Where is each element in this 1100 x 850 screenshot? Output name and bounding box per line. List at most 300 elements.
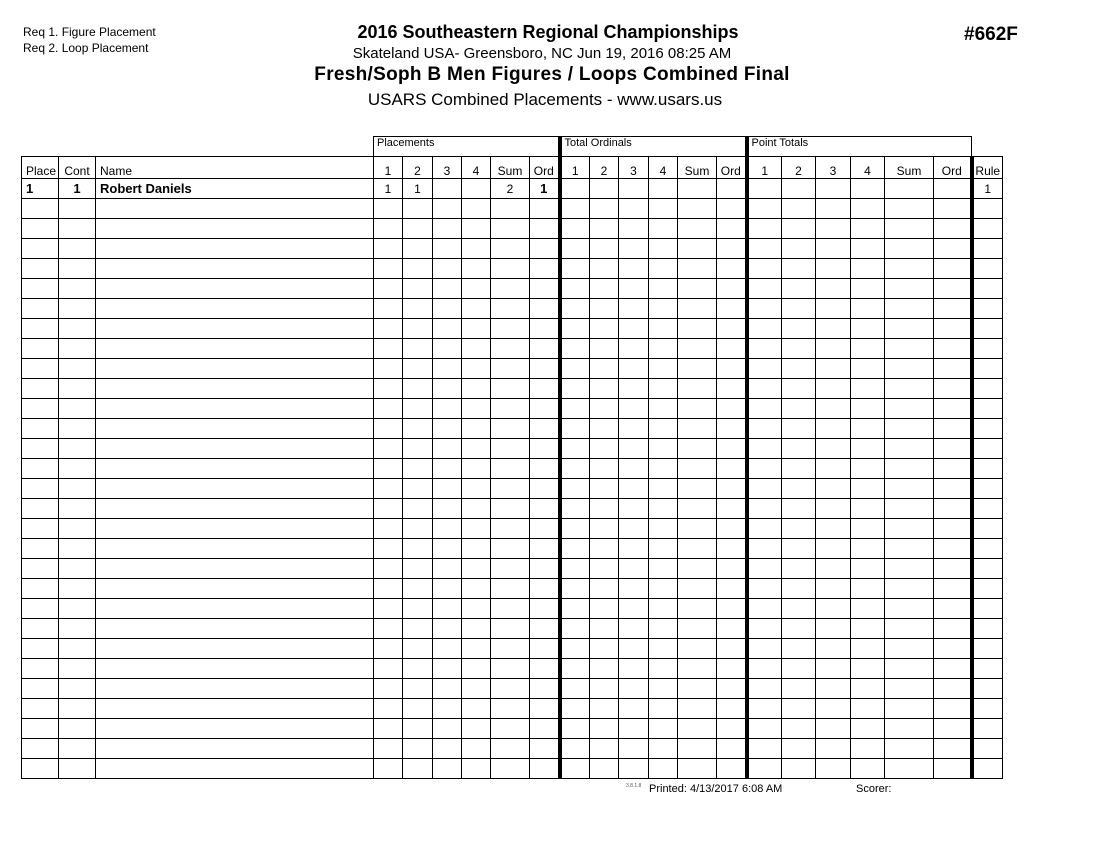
table-cell [747,339,782,359]
table-cell [96,659,374,679]
table-cell [972,519,1003,539]
table-cell: 1 [530,179,560,199]
table-cell [885,299,934,319]
table-cell [649,299,678,319]
table-cell [851,279,885,299]
table-cell [22,259,59,279]
table-cell [96,379,374,399]
table-cell [972,479,1003,499]
table-cell [491,719,530,739]
column-header: Ord [934,157,972,179]
table-row [22,239,1003,259]
table-cell [782,619,816,639]
table-cell [403,519,433,539]
table-cell [972,599,1003,619]
table-cell [934,299,972,319]
table-cell [747,479,782,499]
table-cell [59,639,96,659]
table-cell [851,179,885,199]
table-cell [717,719,747,739]
table-cell [649,519,678,539]
table-cell [717,179,747,199]
table-cell [851,559,885,579]
table-cell [374,739,403,759]
table-cell [491,599,530,619]
table-cell [649,199,678,219]
table-cell [885,539,934,559]
table-row [22,699,1003,719]
table-cell [972,639,1003,659]
table-cell [433,579,462,599]
table-cell [619,639,649,659]
table-cell [530,399,560,419]
table-cell [433,219,462,239]
table-cell [851,419,885,439]
venue-date: Skateland USA- Greensboro, NC Jun 19, 2016 08:25 AM [352,45,732,62]
table-cell [530,679,560,699]
table-cell [747,719,782,739]
table-cell [433,279,462,299]
table-cell [374,619,403,639]
table-cell [851,259,885,279]
table-cell [59,419,96,439]
table-cell [560,679,590,699]
table-cell [491,199,530,219]
table-cell [462,719,491,739]
table-cell [96,259,374,279]
table-cell [96,419,374,439]
table-cell [782,359,816,379]
table-cell [782,239,816,259]
table-cell [782,499,816,519]
table-cell: 1 [972,179,1003,199]
table-cell [782,639,816,659]
column-header: Sum [885,157,934,179]
table-cell [530,599,560,619]
table-cell [934,679,972,699]
table-cell [59,699,96,719]
table-cell [590,639,619,659]
table-cell [619,499,649,519]
table-cell [747,199,782,219]
table-cell [717,299,747,319]
table-cell [619,479,649,499]
table-row [22,559,1003,579]
table-cell [491,359,530,379]
table-cell [530,539,560,559]
table-cell [491,319,530,339]
table-cell [851,199,885,219]
table-cell [590,379,619,399]
table-cell [717,759,747,779]
column-header: 2 [403,157,433,179]
table-cell [22,559,59,579]
table-cell [972,699,1003,719]
table-cell [649,379,678,399]
table-cell [747,359,782,379]
table-cell [816,679,851,699]
table-cell [491,639,530,659]
table-cell [22,379,59,399]
table-cell [491,499,530,519]
table-cell [678,439,717,459]
table-cell [560,259,590,279]
table-cell [374,339,403,359]
table-cell [96,719,374,739]
table-row [22,339,1003,359]
table-row [22,619,1003,639]
table-cell [678,299,717,319]
table-cell [462,519,491,539]
table-cell [717,559,747,579]
table-cell [96,579,374,599]
table-cell [374,539,403,559]
table-cell [972,719,1003,739]
table-cell [96,399,374,419]
table-cell [934,259,972,279]
table-cell [851,639,885,659]
table-cell [972,539,1003,559]
table-cell [590,299,619,319]
table-cell [678,339,717,359]
table-cell [462,559,491,579]
table-cell [782,739,816,759]
table-cell [59,719,96,739]
table-cell [433,759,462,779]
table-cell [403,559,433,579]
table-cell [717,259,747,279]
column-header: 4 [851,157,885,179]
table-cell [717,339,747,359]
table-cell [433,659,462,679]
column-header: Sum [491,157,530,179]
table-row [22,599,1003,619]
table-cell [782,219,816,239]
table-cell [816,559,851,579]
table-cell [59,539,96,559]
table-cell [747,439,782,459]
table-cell [717,459,747,479]
table-cell [717,379,747,399]
table-cell [590,219,619,239]
table-cell [433,319,462,339]
table-cell [491,679,530,699]
table-cell [374,259,403,279]
table-row [22,279,1003,299]
table-cell [934,419,972,439]
table-cell [972,679,1003,699]
table-cell [560,519,590,539]
table-cell [885,279,934,299]
table-cell [433,299,462,319]
table-cell [462,759,491,779]
table-cell [747,639,782,659]
table-cell [782,539,816,559]
table-cell [96,739,374,759]
table-cell [816,599,851,619]
table-cell [590,199,619,219]
table-cell [590,699,619,719]
table-cell [619,239,649,259]
table-cell [491,439,530,459]
table-cell [934,219,972,239]
table-cell [972,559,1003,579]
table-cell [59,359,96,379]
event-number: #662F [964,24,1018,45]
table-cell [491,539,530,559]
table-cell [649,239,678,259]
table-cell [619,579,649,599]
column-header: 1 [747,157,782,179]
table-cell [403,419,433,439]
table-cell [59,739,96,759]
table-cell [649,359,678,379]
table-cell [433,419,462,439]
table-cell [96,619,374,639]
table-cell [885,519,934,539]
table-cell [462,339,491,359]
printed-timestamp: Printed: 4/13/2017 6:08 AM [649,783,783,795]
table-cell [851,539,885,559]
table-cell [747,399,782,419]
table-row [22,639,1003,659]
table-cell [747,239,782,259]
table-cell [560,599,590,619]
column-header: 3 [619,157,649,179]
table-cell [403,619,433,639]
table-cell [590,679,619,699]
table-cell [972,259,1003,279]
table-cell [851,659,885,679]
table-cell [96,699,374,719]
table-cell: 1 [22,179,59,199]
table-cell [717,399,747,419]
table-cell [462,659,491,679]
table-cell [934,639,972,659]
table-cell [649,619,678,639]
table-cell [96,459,374,479]
table-cell [96,639,374,659]
table-cell [678,639,717,659]
column-header: 2 [782,157,816,179]
table-cell [590,359,619,379]
table-cell [560,479,590,499]
table-cell [22,339,59,359]
table-cell [59,299,96,319]
table-cell [374,659,403,679]
table-cell [374,359,403,379]
table-row [22,199,1003,219]
table-cell [560,399,590,419]
table-cell [717,199,747,219]
table-cell [619,699,649,719]
table-cell [374,759,403,779]
table-cell [934,179,972,199]
table-cell [59,679,96,699]
table-cell [851,219,885,239]
table-cell [678,719,717,739]
table-cell [22,219,59,239]
table-cell [972,219,1003,239]
column-header: 1 [560,157,590,179]
table-cell [885,419,934,439]
table-cell [530,579,560,599]
table-cell [462,399,491,419]
table-cell [619,679,649,699]
table-cell [816,319,851,339]
table-cell [22,599,59,619]
table-cell [934,339,972,359]
table-cell [96,439,374,459]
table-cell [403,659,433,679]
table-cell: 1 [374,179,403,199]
table-cell [934,279,972,299]
table-cell [619,659,649,679]
table-cell [816,239,851,259]
table-cell [590,619,619,639]
table-cell [678,619,717,639]
table-cell [649,439,678,459]
table-cell [530,459,560,479]
table-cell [433,679,462,699]
table-cell [717,739,747,759]
table-cell [934,559,972,579]
table-cell [491,399,530,419]
table-cell [972,439,1003,459]
table-cell [433,599,462,619]
table-cell [590,319,619,339]
table-cell [96,679,374,699]
point-totals-group-label: Point Totals [747,137,972,157]
table-cell: 2 [491,179,530,199]
table-cell [619,459,649,479]
table-cell [816,259,851,279]
table-cell [717,319,747,339]
table-cell [96,479,374,499]
table-cell [22,739,59,759]
table-cell [619,539,649,559]
table-cell [972,659,1003,679]
table-cell [649,459,678,479]
table-row [22,179,1003,199]
table-cell [59,399,96,419]
requirement-2: Req 2. Loop Placement [23,41,149,55]
table-cell [403,439,433,459]
table-row [22,739,1003,759]
table-cell [782,279,816,299]
table-cell [403,339,433,359]
table-cell [22,319,59,339]
table-cell [403,359,433,379]
table-cell [816,419,851,439]
table-cell [934,599,972,619]
table-cell [747,599,782,619]
table-cell [619,599,649,619]
table-cell [717,579,747,599]
table-cell [560,379,590,399]
table-cell [590,579,619,599]
table-cell [491,479,530,499]
table-cell [885,599,934,619]
table-cell [972,759,1003,779]
table-cell [782,599,816,619]
table-cell [22,479,59,499]
column-header: Rule [972,157,1003,179]
table-cell [619,279,649,299]
table-cell [96,599,374,619]
table-cell [22,399,59,419]
table-cell [972,199,1003,219]
column-header: 3 [816,157,851,179]
table-cell [747,179,782,199]
table-cell [530,519,560,539]
table-cell [972,419,1003,439]
table-cell [972,399,1003,419]
table-cell [678,279,717,299]
table-row [22,579,1003,599]
table-cell [816,519,851,539]
table-cell [530,439,560,459]
table-cell [403,319,433,339]
table-cell [816,739,851,759]
table-cell [972,359,1003,379]
table-cell [462,359,491,379]
table-cell [462,479,491,499]
table-cell [462,459,491,479]
table-cell [530,199,560,219]
table-cell [491,559,530,579]
table-cell [678,579,717,599]
table-cell [717,539,747,559]
table-cell [816,359,851,379]
table-cell [59,339,96,359]
table-row [22,479,1003,499]
table-cell [747,739,782,759]
table-cell [403,639,433,659]
table-cell [972,279,1003,299]
table-cell [678,599,717,619]
table-cell [590,559,619,579]
table-cell [560,619,590,639]
table-cell [782,319,816,339]
table-cell [885,239,934,259]
table-row [22,679,1003,699]
table-cell [22,679,59,699]
table-cell [717,499,747,519]
table-cell [782,699,816,719]
table-cell [530,559,560,579]
table-cell [885,619,934,639]
table-cell [619,719,649,739]
table-cell [462,279,491,299]
table-cell [530,419,560,439]
table-cell [649,739,678,759]
table-cell [462,579,491,599]
table-cell [560,199,590,219]
table-cell [972,579,1003,599]
table-cell [403,599,433,619]
table-row [22,459,1003,479]
table-cell [678,319,717,339]
table-cell [851,379,885,399]
table-cell [433,719,462,739]
column-header: Sum [678,157,717,179]
table-cell [619,359,649,379]
table-cell [619,419,649,439]
table-cell [851,759,885,779]
table-cell [530,759,560,779]
table-cell [59,239,96,259]
